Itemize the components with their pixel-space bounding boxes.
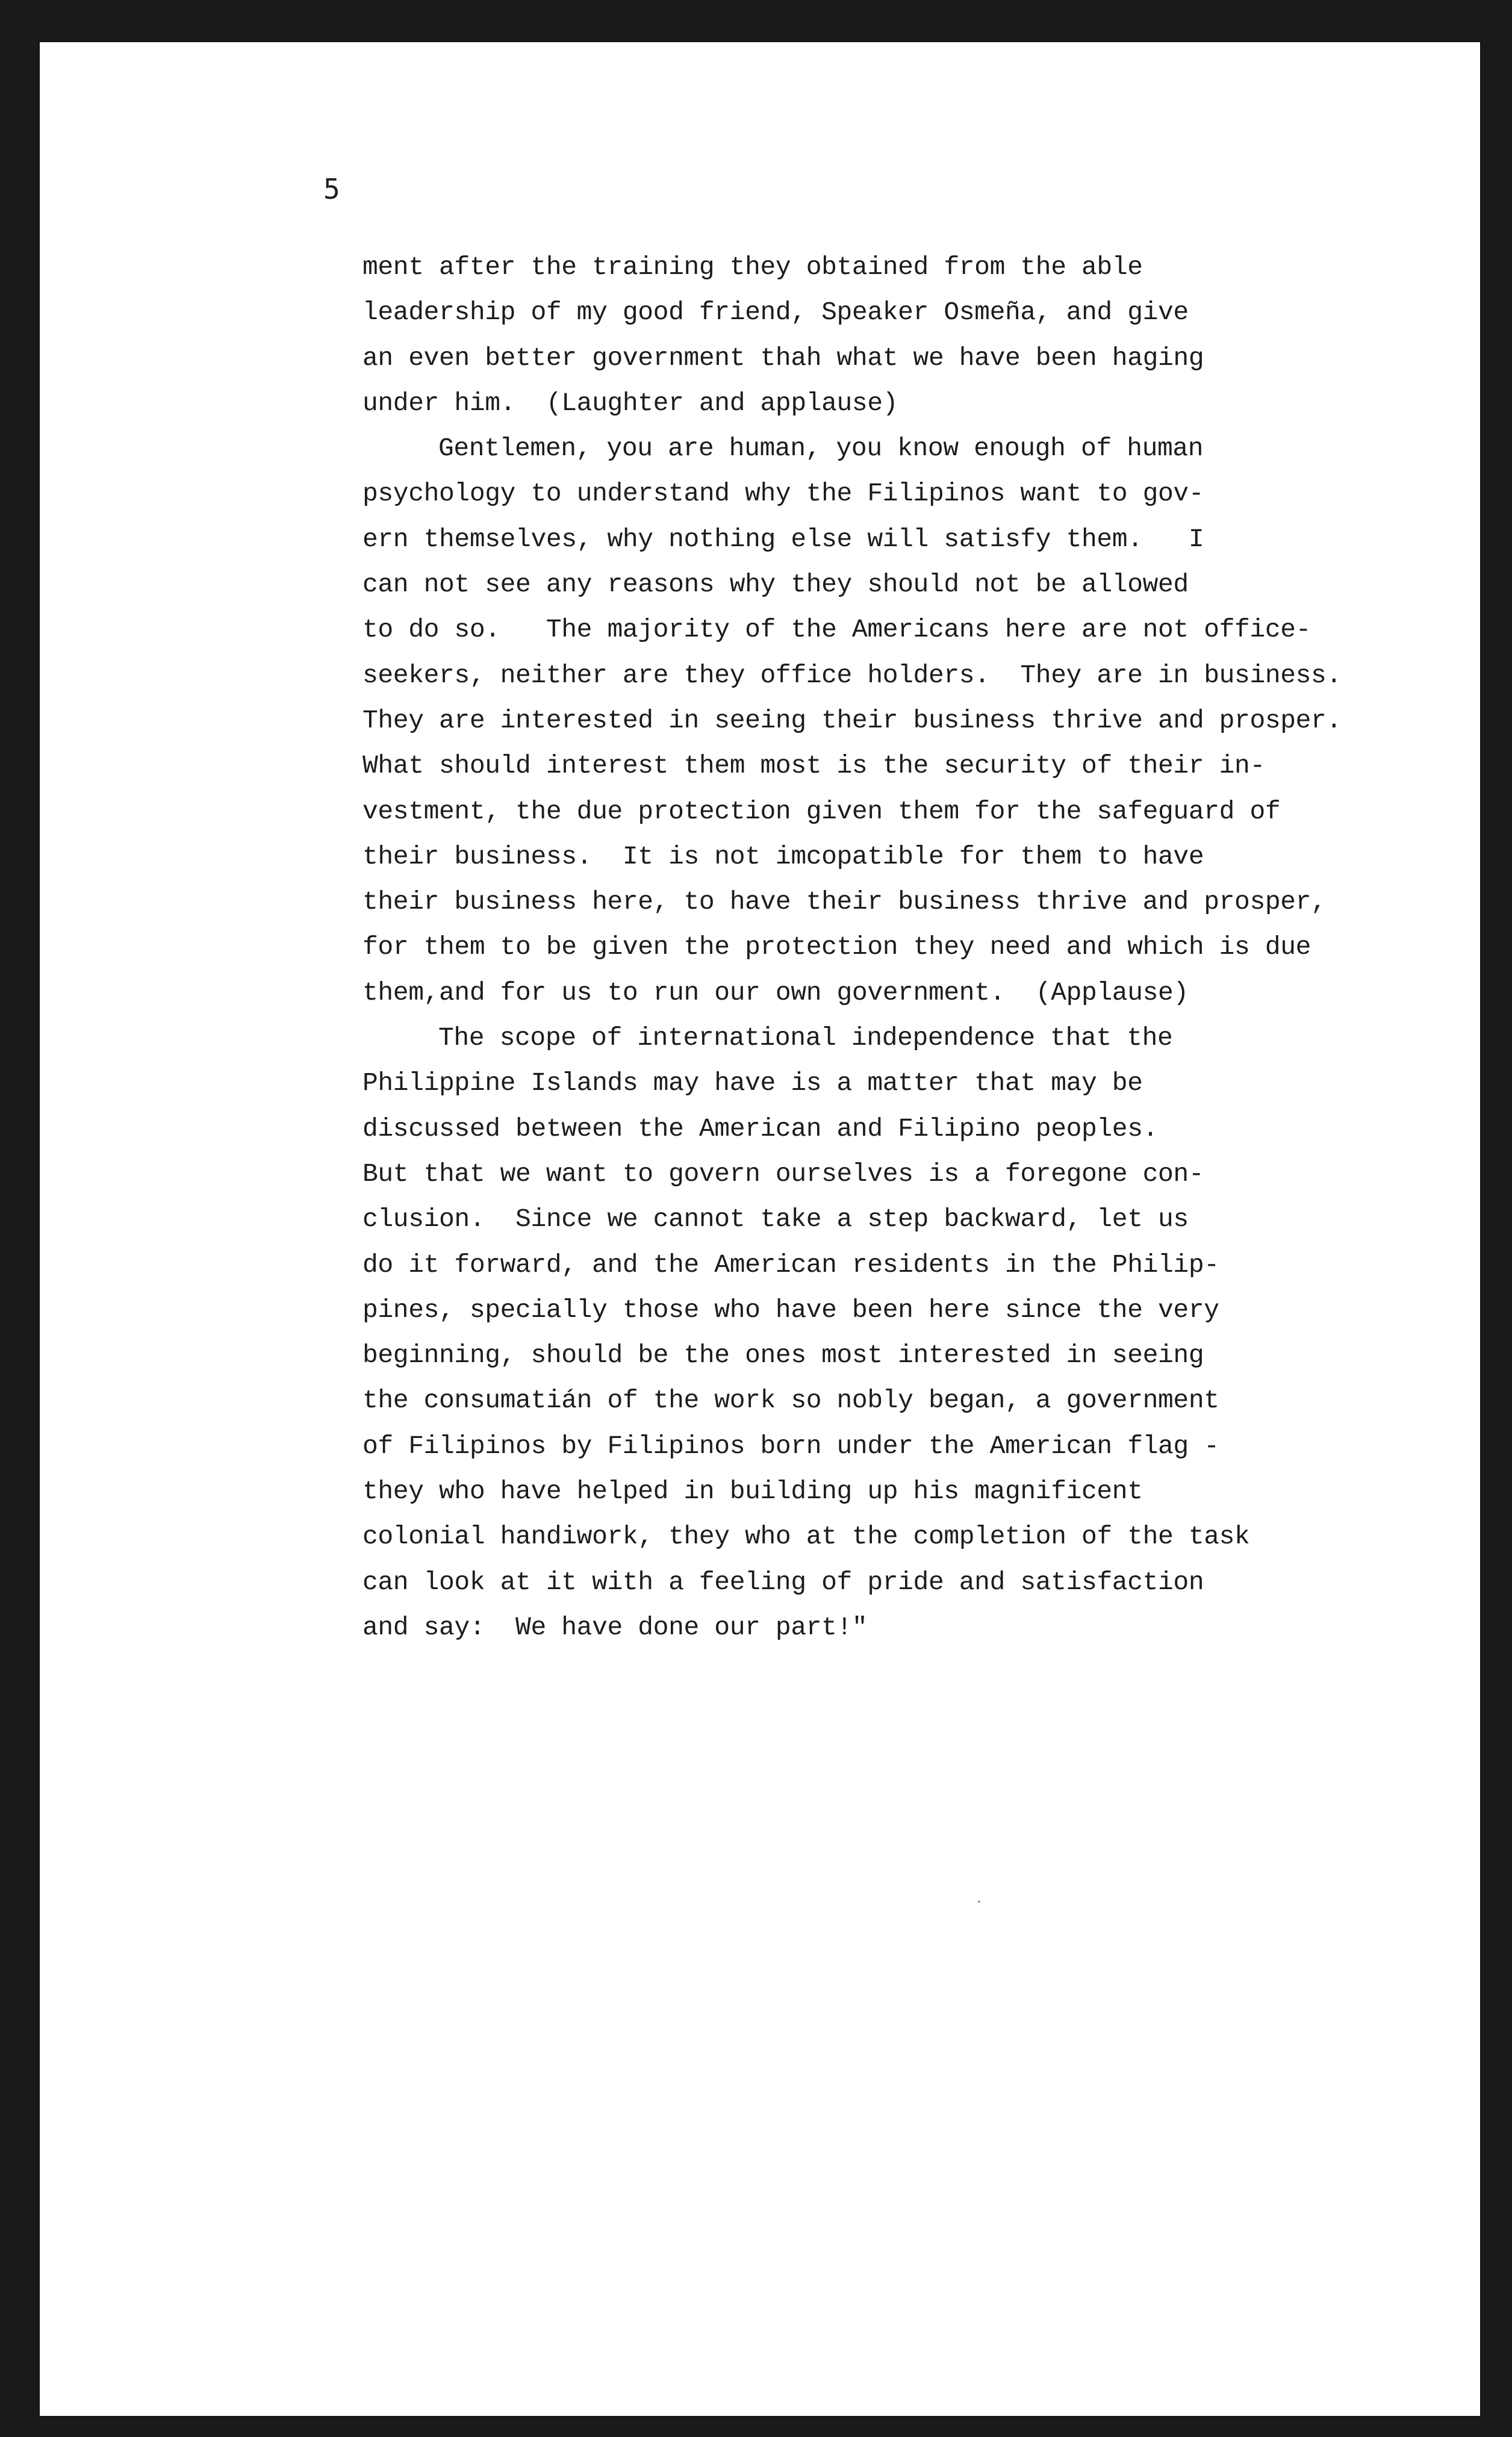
text-line: colonial handiwork, they who at the completion of the task: [362, 1522, 1250, 1552]
text-line: Philippine Islands may have is a matter that may be: [362, 1068, 1143, 1098]
text-line: But that we want to govern ourselves is a foregone con-: [362, 1159, 1204, 1189]
text-line: beginning, should be the ones most interested in seeing: [362, 1340, 1204, 1371]
text-line: an even better government thah what we have been haging: [362, 343, 1204, 373]
text-line: to do so. The majority of the Americans here are not office-: [362, 615, 1311, 645]
text-line: ern themselves, why nothing else will satisfy them. I: [362, 524, 1204, 554]
text-line: seekers, neither are they office holders. They are in business.: [362, 660, 1342, 690]
text-line: discussed between the American and Filipino peoples.: [362, 1113, 1159, 1144]
text-line: pines, specially those who have been here since the very: [362, 1295, 1219, 1325]
text-line: their business. It is not imcopatible for them to have: [362, 841, 1204, 871]
text-line: can look at it with a feeling of pride and satisfaction: [362, 1567, 1204, 1597]
text-line: the consumatián of the work so nobly began, a government: [362, 1386, 1219, 1416]
body-text: [362, 244, 1398, 1650]
typewritten-page: [40, 42, 1480, 2416]
text-line: do it forward, and the American residents in the Philip-: [362, 1250, 1219, 1280]
text-line: they who have helped in building up his magnificent: [362, 1477, 1143, 1507]
text-line: them,and for us to run our own government. (Applause): [362, 977, 1189, 1007]
text-line: vestment, the due protection given them for the safeguard of: [362, 796, 1281, 826]
text-line: psychology to understand why the Filipinos want to gov-: [362, 479, 1204, 509]
page-number: 5: [323, 173, 340, 205]
text-line: and say: We have done our part!": [362, 1612, 868, 1642]
text-line: their business here, to have their business thrive and prosper,: [362, 887, 1327, 917]
text-line: Gentlemen, you are human, you know enough of human: [438, 434, 1204, 464]
text-line: can not see any reasons why they should not be allowed: [362, 570, 1189, 600]
text-line: leadership of my good friend, Speaker Osmeña, and give: [362, 297, 1189, 328]
text-line: under him. (Laughter and applause): [362, 388, 898, 418]
text-line: They are interested in seeing their business thrive and prosper.: [362, 705, 1342, 735]
paper-speck: [978, 1900, 980, 1903]
text-line: What should interest them most is the security of their in-: [362, 751, 1265, 781]
text-line: clusion. Since we cannot take a step backward, let us: [362, 1204, 1189, 1234]
text-line: ment after the training they obtained from the able: [362, 252, 1143, 282]
text-line: for them to be given the protection they need and which is due: [362, 932, 1311, 962]
text-line: The scope of international independence that the: [438, 1023, 1173, 1053]
text-line: of Filipinos by Filipinos born under the American flag -: [362, 1431, 1219, 1461]
